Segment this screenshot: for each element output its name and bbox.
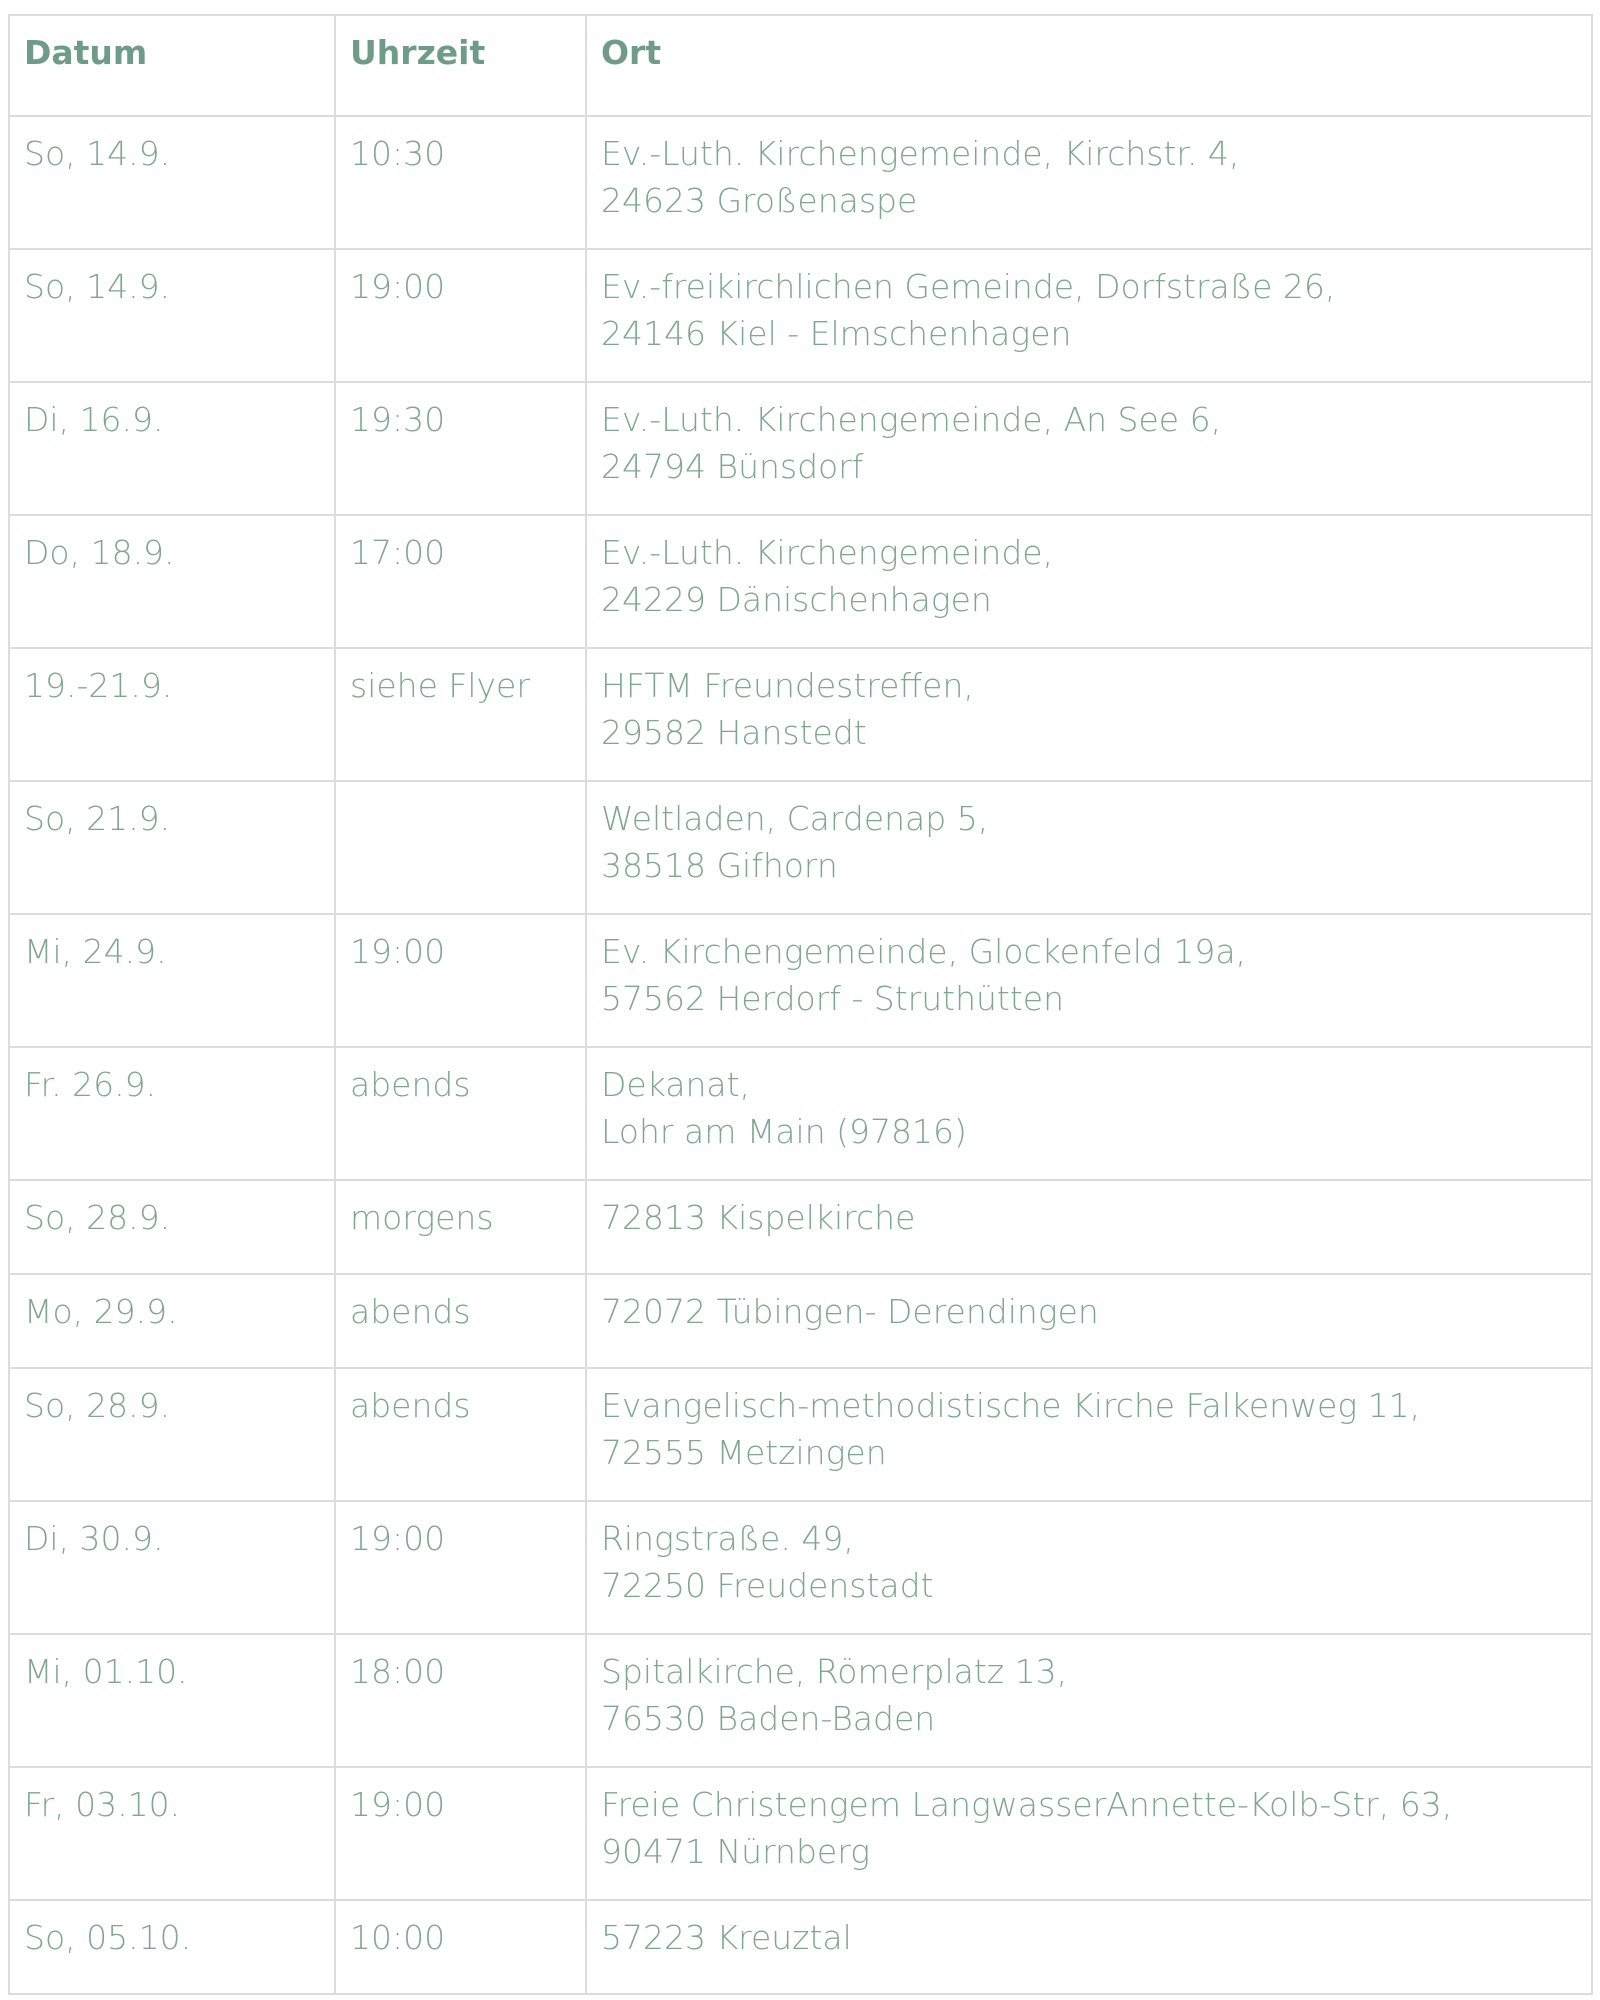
table-row <box>9 249 1592 382</box>
header-time: Uhrzeit <box>335 15 586 116</box>
cell-date: 19.-21.9. <box>9 648 335 781</box>
cell-date: So, 28.9. <box>9 1180 335 1274</box>
cell-place: Ev.-Luth. Kirchengemeinde, Kirchstr. 4, 24623 Großenaspe <box>586 116 1592 249</box>
cell-date: Fr, 03.10. <box>9 1767 335 1900</box>
cell-time: 17:00 <box>335 515 586 648</box>
table-row <box>9 116 1592 249</box>
header-place: Ort <box>586 15 1592 116</box>
cell-date: Mi, 24.9. <box>9 914 335 1047</box>
cell-place: Ev. Kirchengemeinde, Glockenfeld 19a, 57562 Herdorf - Struthütten <box>586 914 1592 1047</box>
cell-time: 18:00 <box>335 1634 586 1767</box>
cell-place: Ev.-Luth. Kirchengemeinde, 24229 Dänischenhagen <box>586 515 1592 648</box>
cell-place: Freie Christengem LangwasserAnnette-Kolb-Str, 63, 90471 Nürnberg <box>586 1767 1592 1900</box>
table-row <box>9 914 1592 1047</box>
cell-date: Do, 18.9. <box>9 515 335 648</box>
cell-place: Weltladen, Cardenap 5, 38518 Gifhorn <box>586 781 1592 914</box>
cell-time: abends <box>335 1047 586 1180</box>
table-row <box>9 1501 1592 1634</box>
cell-place: 72072 Tübingen- Derendingen <box>586 1274 1592 1368</box>
cell-date: So, 14.9. <box>9 116 335 249</box>
table-row <box>9 1368 1592 1501</box>
table-header-row <box>9 15 1592 116</box>
cell-time: 19:00 <box>335 1767 586 1900</box>
cell-date: So, 14.9. <box>9 249 335 382</box>
table-row <box>9 1634 1592 1767</box>
cell-date: Mo, 29.9. <box>9 1274 335 1368</box>
cell-time: 19:00 <box>335 1501 586 1634</box>
table-row <box>9 648 1592 781</box>
cell-date: So, 21.9. <box>9 781 335 914</box>
cell-date: So, 28.9. <box>9 1368 335 1501</box>
table-row <box>9 1180 1592 1274</box>
cell-date: Di, 30.9. <box>9 1501 335 1634</box>
cell-time: 10:00 <box>335 1900 586 1994</box>
cell-place: Ringstraße. 49, 72250 Freudenstadt <box>586 1501 1592 1634</box>
cell-date: So, 05.10. <box>9 1900 335 1994</box>
cell-time: abends <box>335 1274 586 1368</box>
cell-place: Evangelisch-methodistische Kirche Falkenweg 11, 72555 Metzingen <box>586 1368 1592 1501</box>
cell-place: 72813 Kispelkirche <box>586 1180 1592 1274</box>
cell-time: 19:30 <box>335 382 586 515</box>
cell-place: 57223 Kreuztal <box>586 1900 1592 1994</box>
table-row <box>9 515 1592 648</box>
cell-time: 19:00 <box>335 914 586 1047</box>
cell-place: Ev.-Luth. Kirchengemeinde, An See 6, 24794 Bünsdorf <box>586 382 1592 515</box>
cell-time: morgens <box>335 1180 586 1274</box>
cell-date: Di, 16.9. <box>9 382 335 515</box>
header-date: Datum <box>9 15 335 116</box>
table-row <box>9 1767 1592 1900</box>
schedule-table-container <box>8 14 1591 1995</box>
table-row <box>9 781 1592 914</box>
cell-place: Ev.-freikirchlichen Gemeinde, Dorfstraße 26, 24146 Kiel - Elmschenhagen <box>586 249 1592 382</box>
cell-time: siehe Flyer <box>335 648 586 781</box>
table-row <box>9 1047 1592 1180</box>
cell-place: HFTM Freundestreffen, 29582 Hanstedt <box>586 648 1592 781</box>
table-row <box>9 382 1592 515</box>
cell-date: Fr. 26.9. <box>9 1047 335 1180</box>
cell-time <box>335 781 586 914</box>
cell-place: Dekanat, Lohr am Main (97816) <box>586 1047 1592 1180</box>
cell-date: Mi, 01.10. <box>9 1634 335 1767</box>
cell-time: 10:30 <box>335 116 586 249</box>
table-row <box>9 1900 1592 1994</box>
schedule-table <box>8 14 1593 1995</box>
cell-place: Spitalkirche, Römerplatz 13, 76530 Baden-Baden <box>586 1634 1592 1767</box>
cell-time: 19:00 <box>335 249 586 382</box>
table-row <box>9 1274 1592 1368</box>
cell-time: abends <box>335 1368 586 1501</box>
